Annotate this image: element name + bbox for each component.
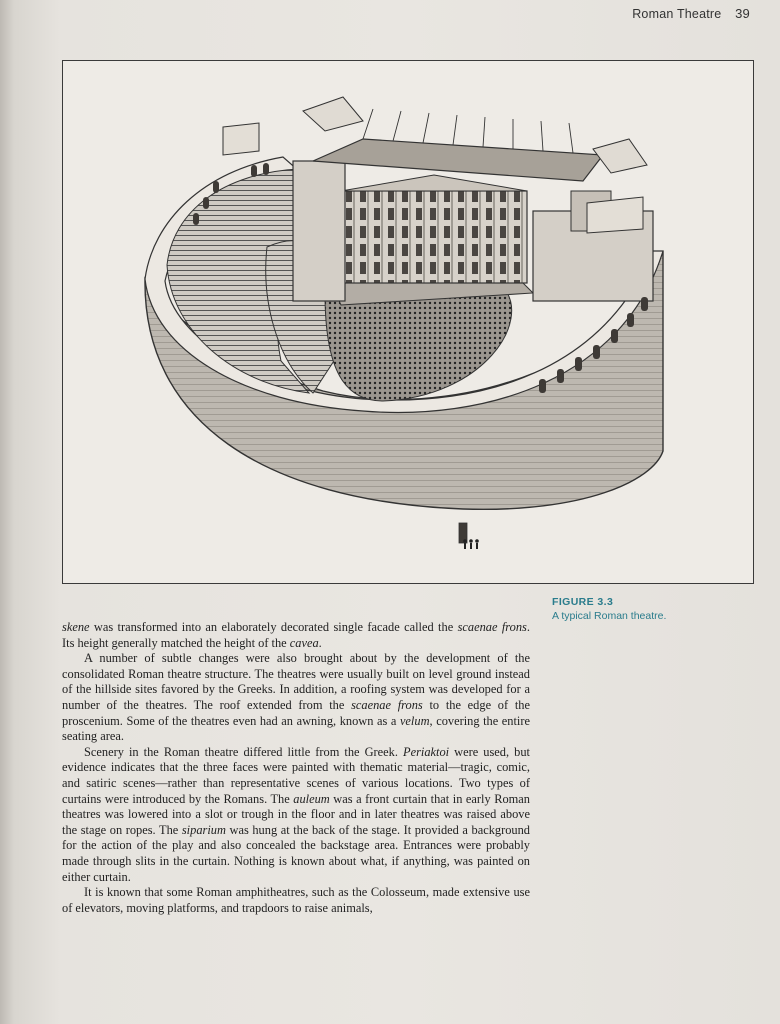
italic-term: siparium — [181, 822, 226, 837]
paragraph — [62, 651, 530, 745]
paragraph — [62, 745, 530, 885]
left-building — [293, 161, 345, 301]
text-run: , covering the entire seating area. — [62, 713, 530, 744]
paragraph — [62, 885, 530, 916]
figure-caption — [552, 596, 666, 622]
text-run: A number of subtle changes were also brought about by the development of the consolidated Roman theatre structure. The theatres were usually built on level ground instead of the hillside sites favored by the Greeks. In addition, a roofing system was developed for a number of the theatres. The roof extended from the — [62, 651, 530, 712]
small-figures — [463, 539, 479, 549]
text-run: was transformed into an elaborately decorated single facade called the — [89, 620, 458, 634]
italic-term: auleum — [293, 791, 330, 806]
text-run: was hung at the back of the stage. It provided a background for the action of the play and also concealed the backstage area. Entrances were probably made through slits in the curtain. Nothing is known about what, if anything, was painted on either curtain. — [62, 822, 530, 884]
velum-awning-right — [593, 139, 647, 173]
italic-term: cavea — [289, 635, 319, 650]
italic-term: Periaktoi — [403, 744, 450, 759]
page-number: 39 — [735, 6, 750, 21]
text-run: Scenery in the Roman theatre differed little from the Greek. — [84, 744, 403, 759]
velum-awning-left — [303, 97, 363, 131]
banners-right — [587, 197, 643, 233]
stage-roof — [313, 139, 603, 181]
roman-theatre-illustration — [63, 61, 753, 583]
banners-left — [223, 123, 259, 155]
italic-term: scaenae frons — [457, 620, 527, 634]
scaenae-frons — [341, 191, 527, 283]
italic-term: skene — [62, 620, 90, 634]
figure-label: FIGURE 3.3 — [552, 596, 614, 608]
text-run: were used, but evidence indicates that the three faces were painted with thematic material—tragic, comic, and satiric scenes—rather than representative scenes of various locations. Two types of curtains were introduced by the Romans. The — [62, 744, 530, 806]
body-text — [62, 620, 530, 916]
text-run: was a front curtain that in early Roman theatres was lowered into a slot or trough in the floor and in later theatres was raised above the stage on ropes. The — [62, 791, 531, 837]
paragraph — [62, 620, 530, 651]
italic-term: scaenae frons — [351, 697, 423, 712]
running-head — [632, 6, 750, 21]
frons-pediment — [341, 175, 527, 191]
text-run: . — [318, 635, 322, 650]
text-run: It is known that some Roman amphitheatres, such as the Colosseum, made extensive use of elevators, moving platforms, and trapdoors to raise animals, — [62, 885, 530, 915]
figure-caption-text: A typical Roman theatre. — [552, 610, 667, 622]
text-run: . Its height generally matched the height of the — [62, 620, 530, 650]
figure-frame — [62, 60, 754, 584]
italic-term: velum — [399, 713, 430, 728]
running-head-title: Roman Theatre — [632, 7, 722, 21]
text-run: to the edge of the proscenium. Some of the theatres even had an awning, known as a — [62, 697, 530, 728]
